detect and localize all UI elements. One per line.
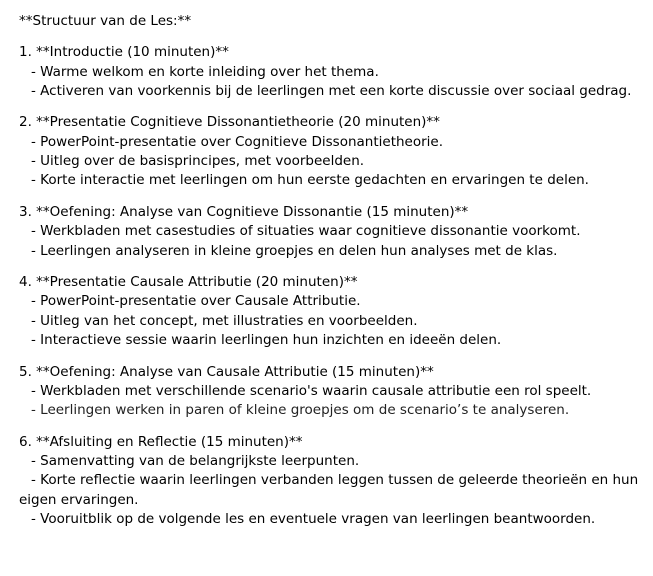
- list-item: - Uitleg van het concept, met illustraties en voorbeelden.: [31, 312, 418, 329]
- section-heading: 6. **Afsluiting en Reflectie (15 minuten)**: [19, 433, 303, 450]
- list-item: - PowerPoint-presentatie over Causale Attributie.: [31, 293, 361, 310]
- lesson-structure-document: [19, 12, 644, 542]
- section-heading: 2. **Presentatie Cognitieve Dissonantietheorie (20 minuten)**: [19, 114, 440, 131]
- section-presentatie-dissonantie: [19, 113, 644, 190]
- list-item: - Warme welkom en korte inleiding over het thema.: [31, 63, 379, 80]
- section-introductie: [19, 43, 644, 101]
- list-item: - Samenvatting van de belangrijkste leerpunten.: [31, 453, 360, 470]
- list-item: - Uitleg over de basisprincipes, met voorbeelden.: [31, 153, 365, 170]
- list-item: - Activeren van voorkennis bij de leerlingen met een korte discussie over sociaal gedrag.: [31, 82, 632, 99]
- list-item: - Vooruitblik op de volgende les en eventuele vragen van leerlingen beantwoorden.: [31, 511, 596, 528]
- list-item: - Leerlingen werken in paren of kleine groepjes om de scenario’s te analyseren.: [31, 402, 570, 419]
- list-item: - PowerPoint-presentatie over Cognitieve Dissonantietheorie.: [31, 133, 444, 150]
- section-heading: 5. **Oefening: Analyse van Causale Attributie (15 minuten)**: [19, 363, 434, 380]
- list-item: - Interactieve sessie waarin leerlingen hun inzichten en ideeën delen.: [31, 332, 502, 349]
- section-heading: 3. **Oefening: Analyse van Cognitieve Dissonantie (15 minuten)**: [19, 203, 469, 220]
- list-item: - Werkbladen met verschillende scenario's waarin causale attributie een rol speelt.: [31, 382, 592, 399]
- list-item: - Werkbladen met casestudies of situaties waar cognitieve dissonantie voorkomt.: [31, 223, 581, 240]
- document-title: **Structuur van de Les:**: [19, 13, 192, 29]
- list-item: - Leerlingen analyseren in kleine groepjes en delen hun analyses met de klas.: [31, 242, 558, 259]
- section-oefening-attributie: [19, 363, 644, 421]
- list-item-continuation: eigen ervaringen.: [19, 491, 139, 508]
- section-presentatie-attributie: [19, 273, 644, 350]
- list-item: - Korte reflectie waarin leerlingen verbanden leggen tussen de geleerde theorieën en hun: [31, 472, 639, 489]
- section-heading: 4. **Presentatie Causale Attributie (20 minuten)**: [19, 274, 358, 291]
- section-oefening-dissonantie: [19, 203, 644, 261]
- section-afsluiting: [19, 433, 644, 529]
- section-heading: 1. **Introductie (10 minuten)**: [19, 44, 229, 61]
- list-item: - Korte interactie met leerlingen om hun eerste gedachten en ervaringen te delen.: [31, 172, 589, 189]
